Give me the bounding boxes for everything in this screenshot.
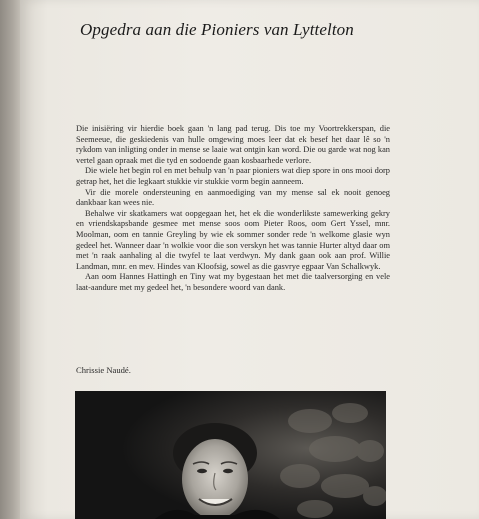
- author-photo: [75, 391, 386, 519]
- paragraph-5: Aan oom Hannes Hattingh en Tiny wat my bygestaan het met die taalversorging en vele laat-aandure met my gedeel het, 'n besondere woord van dank.: [76, 272, 390, 292]
- paragraph-1: Die inisiëring vir hierdie boek gaan 'n lang pad terug. Dis toe my Voortrekkerspan, die Seemeeue, die geskiedenis van hulle omgewing moes leer dat ek besef het daar lê so 'n rykdom van inligting onder in mense se laaie wat ontgin kan word. Die ou garde wat nog kan vertel gaan opraak met die tyd en sodoende gaan kosbaarhede verlore.: [76, 124, 390, 165]
- page-title: Opgedra aan die Pioniers van Lyttelton: [80, 20, 354, 39]
- book-spine: [0, 0, 22, 519]
- author-portrait-image: [75, 391, 386, 519]
- paragraph-3: Vir die morele ondersteuning en aanmoediging van my mense sal ek nooit genoeg dankbaar kan wees nie.: [76, 187, 390, 208]
- paragraph-2: Die wiele het begin rol en met behulp van 'n paar pioniers wat diep spore in ons mooi dorp getrap het, het die legkaart stukkie vir stukkie vorm begin aanneem.: [76, 166, 390, 186]
- paragraph-4: Behalwe vir skatkamers wat oopgegaan het, het ek die wonderlikste samewerking gekry en vriendskapsbande gesmee met mense soos oom Pieter Roos, oom Gert Yssel, mnr. Moolman, oom en tannie Greyling by wie ek sommer sonder rede 'n welkome glasie wyn gedeel het. Wanneer daar 'n wolkie voor die son verskyn het was tannie Hurter altyd daar om met 'n raak aanhaling al die twyfel te laat verdwyn. My dank gaan ook aan prof. Willie Landman, mnr. en mev. Hindes van Kloofsig, sowel as die gasvrye egpaar Van Schalkwyk.: [76, 208, 390, 271]
- author-signature: Chrissie Naudé.: [76, 365, 131, 375]
- dedication-text: [76, 124, 390, 294]
- book-page: [20, 0, 479, 519]
